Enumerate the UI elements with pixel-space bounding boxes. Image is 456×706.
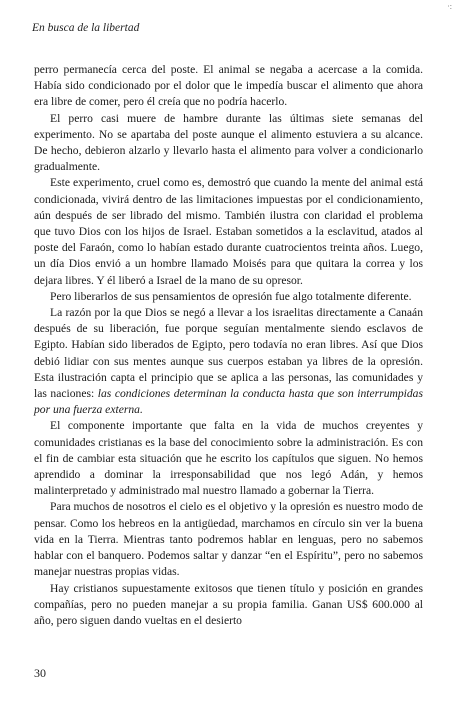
paragraph-5-emphasis: las condiciones determinan la conducta hasta que son interrumpidas por una fuerza externa. xyxy=(34,387,423,417)
paragraph-3: Este experimento, cruel como es, demostró que cuando la mente del animal está condicionada, vivirá dentro de las limitaciones impuestas por el condicionamiento, aún después de ser librado del mismo. También ilustra con claridad el problema que tuvo Dios con los hijos de Israel. Estaban sometidos a la esclavitud, atados al poste del Faraón, como lo habían estado durante cuatrocientos treinta años. Luego, un día Dios envió a un hombre llamado Moisés para que quitara la correa y los dejara libres. Y él liberó a Israel de la mano de su opresor. xyxy=(34,176,423,287)
body-text xyxy=(34,62,423,629)
corner-mark: ·: xyxy=(447,2,452,11)
paragraph-8: Hay cristianos supuestamente exitosos que tienen título y posición en grandes compañías, pero no pueden manejar a su propia familia. Ganan US$ 600.000 al año, pero siguen dando vueltas en el desierto xyxy=(34,581,423,627)
paragraph-1: perro permanecía cerca del poste. El animal se negaba a acercase a la comida. Había sido condicionado por el dolor que le impedía buscar el alimento que ahora era libre de comer, pero él creía que no podría hacerlo. xyxy=(34,63,423,109)
page-number: 30 xyxy=(34,666,46,680)
running-title: En busca de la libertad xyxy=(32,22,140,34)
paragraph-4: Pero liberarlos de sus pensamientos de opresión fue algo totalmente diferente. xyxy=(50,289,412,303)
paragraph-5-text: La razón por la que Dios se negó a llevar a los israelitas directamente a Canaán después de su liberación, fue porque seguían mentalmente siendo esclavos de Egipto. Habían sido liberados de Egipto, pero todavía no eran libres. Así que Dios debió lidiar con sus mentes aunque sus cuerpos estaban ya libres de la opresión. Esta ilustración capta el principio que se aplica a las personas, las comunidades y las naciones: xyxy=(34,306,423,401)
paragraph-7: Para muchos de nosotros el cielo es el objetivo y la opresión es nuestro modo de pensar. Como los hebreos en la antigüedad, marchamos en círculo sin ver la buena vida en la Tierra. Mientras tanto podremos hablar en lenguas, pero no sabemos hablar con el banquero. Podemos saltar y danzar “en el Espíritu”, pero no sabemos manejar nuestras propias vidas. xyxy=(34,500,423,579)
paragraph-2: El perro casi muere de hambre durante las últimas siete semanas del experimento. No se apartaba del poste aunque el alimento estuviera a su alcance. De hecho, debieron alzarlo y llevarlo hasta el alimento para volver a condicionarlo gradualmente. xyxy=(34,111,423,174)
paragraph-5 xyxy=(34,305,423,418)
paragraph-6: El componente importante que falta en la vida de muchos creyentes y comunidades cristianas es la base del conocimiento sobre la administración. Es con el fin de cambiar esta situación que he escrito los capítulos que siguen. No hemos aprendido a dominar la irresponsabilidad que nos legó Adán, y hemos malinterpretado y administrado mal nuestro llamado a gobernar la Tierra. xyxy=(34,419,423,498)
